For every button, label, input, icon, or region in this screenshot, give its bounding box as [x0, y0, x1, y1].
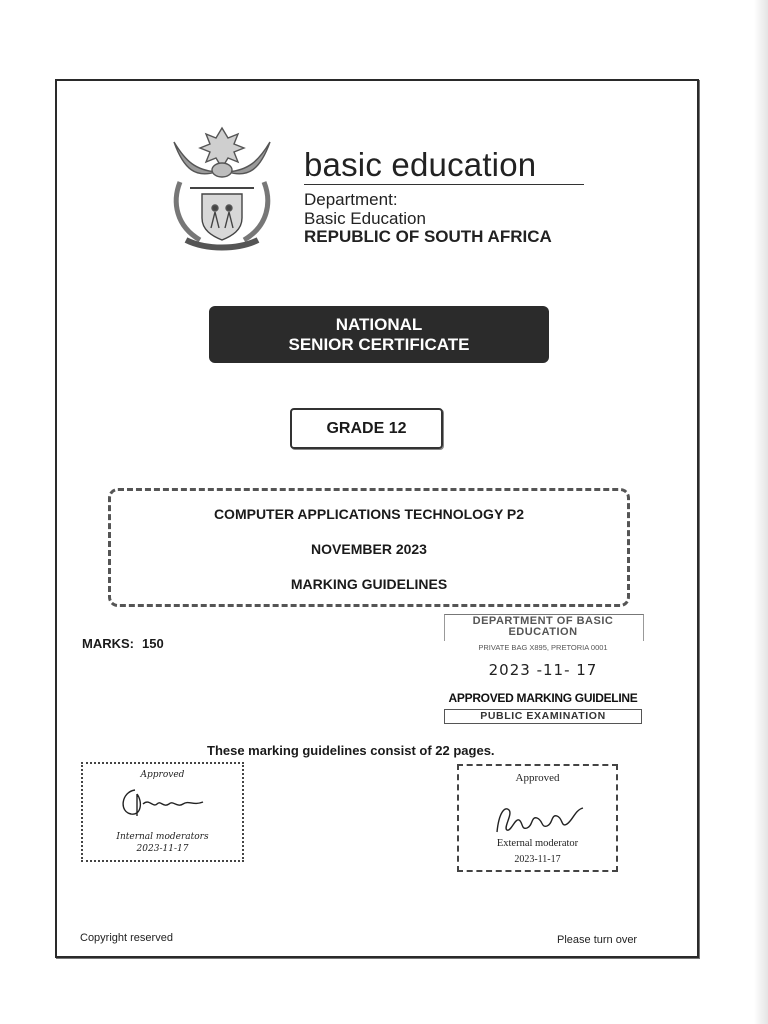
page-count-note: These marking guidelines consist of 22 pages.	[207, 743, 495, 758]
certificate-line-1: NATIONAL	[335, 314, 423, 334]
department-name: Basic Education	[304, 209, 426, 228]
country-name: REPUBLIC OF SOUTH AFRICA	[304, 227, 552, 246]
external-moderator-block	[457, 764, 618, 872]
external-role: External moderator	[496, 838, 579, 849]
stamp-exam-type: PUBLIC EXAMINATION	[444, 709, 642, 724]
internal-moderator-block	[81, 762, 244, 862]
marks-label: MARKS:	[82, 636, 134, 651]
scan-edge-shadow	[754, 0, 768, 1024]
internal-signature-icon	[113, 782, 209, 824]
subject-panel	[108, 488, 630, 607]
marks-line	[82, 636, 164, 651]
marks-value: 150	[142, 636, 164, 651]
certificate-line-2: SENIOR CERTIFICATE	[288, 334, 470, 354]
subject-title: COMPUTER APPLICATIONS TECHNOLOGY P2	[213, 506, 525, 522]
internal-role: Internal moderators	[116, 832, 209, 842]
external-signature-icon	[489, 802, 589, 838]
exam-session: NOVEMBER 2023	[311, 541, 427, 557]
document-type: MARKING GUIDELINES	[290, 576, 448, 592]
internal-approved-label: Approved	[140, 770, 185, 780]
approval-stamp	[444, 614, 642, 724]
certificate-banner	[209, 306, 549, 363]
grade-badge: GRADE 12	[290, 408, 443, 449]
brand-wordmark: basic education	[304, 146, 537, 183]
coat-of-arms-icon	[166, 122, 278, 254]
stamp-approved-text: APPROVED MARKING GUIDELINE	[448, 691, 638, 705]
external-approved-label: Approved	[515, 772, 560, 784]
footer-copyright: Copyright reserved	[80, 932, 173, 944]
footer-turn-over: Please turn over	[557, 934, 638, 946]
brand-underline	[304, 184, 584, 185]
internal-date: 2023-11-17	[136, 844, 189, 854]
stamp-department: DEPARTMENT OF BASIC EDUCATION	[472, 615, 614, 638]
stamp-address: PRIVATE BAG X895, PRETORIA 0001	[478, 643, 608, 652]
department-label: Department:	[304, 190, 398, 209]
stamp-date: 2023 -11- 17	[488, 661, 598, 679]
external-date: 2023-11-17	[514, 854, 561, 865]
